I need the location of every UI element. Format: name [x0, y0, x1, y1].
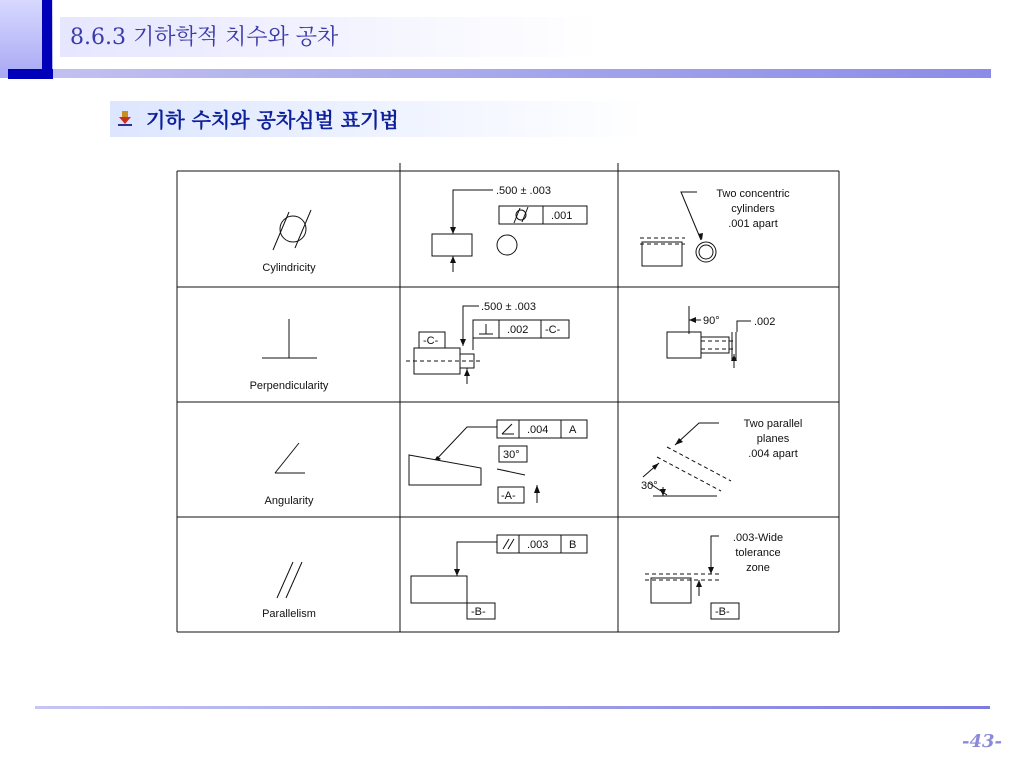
svg-text:.002: .002	[507, 324, 529, 336]
symbol-cell-perpendicularity	[177, 288, 397, 403]
symbol-cell-parallelism	[177, 518, 397, 633]
header-corner-bar	[8, 69, 53, 79]
zone-angle: 30°	[641, 480, 658, 492]
svg-text:planes: planes	[756, 433, 790, 445]
page-title: 8.6.3 기하학적 치수와 공차	[70, 25, 339, 50]
symbol-name: Cylindricity	[262, 262, 316, 274]
svg-text:.003-Wide: .003-Wide	[732, 532, 784, 544]
zone-tolerance: .002	[754, 316, 776, 328]
symbol-name: Perpendicularity	[249, 380, 329, 392]
svg-text:-A-: -A-	[501, 490, 516, 502]
svg-text:-C-: -C-	[545, 324, 561, 336]
symbol-cell-cylindricity	[177, 172, 397, 287]
zone-angle: 90°	[703, 315, 720, 327]
header-rule	[53, 69, 991, 78]
callout-size-tolerance: .500 ± .003	[496, 185, 551, 197]
svg-text:.004: .004	[527, 424, 549, 436]
svg-text:cylinders: cylinders	[731, 203, 775, 215]
svg-text:A: A	[569, 424, 577, 436]
perpendicularity-callout-drawing	[401, 288, 618, 403]
parallelism-zone-drawing	[619, 518, 839, 633]
page-number: -43-	[962, 731, 1002, 752]
angularity-zone-drawing	[619, 403, 839, 518]
gdt-symbol-table	[176, 163, 840, 634]
callout-size-tolerance: .500 ± .003	[481, 301, 536, 313]
svg-text:-C-: -C-	[423, 335, 439, 347]
callout-cell-cylindricity	[401, 172, 621, 287]
bullet-icon	[118, 110, 132, 126]
zone-cell-cylindricity	[619, 172, 839, 287]
frame-tolerance: .001	[551, 210, 573, 222]
svg-text:zone: zone	[746, 562, 770, 574]
svg-text:-B-: -B-	[715, 606, 730, 618]
section-subtitle: 기하 수치와 공차심벌 표기법	[146, 108, 399, 132]
svg-text:tolerance: tolerance	[735, 547, 781, 559]
svg-text:.001 apart: .001 apart	[728, 218, 778, 230]
callout-cell-parallelism	[401, 518, 621, 633]
angularity-callout-drawing	[401, 403, 618, 518]
zone-cell-perpendicularity	[619, 288, 839, 403]
svg-text:30°: 30°	[503, 449, 520, 461]
zone-cell-angularity	[619, 403, 839, 518]
zone-cell-parallelism	[619, 518, 839, 633]
cylindricity-zone-drawing	[619, 172, 839, 287]
svg-text:B: B	[569, 539, 577, 551]
footer-rule	[35, 706, 990, 709]
symbol-name: Parallelism	[262, 608, 316, 620]
callout-cell-perpendicularity	[401, 288, 621, 403]
parallelism-callout-drawing	[401, 518, 618, 633]
symbol-name: Angularity	[264, 495, 314, 507]
svg-text:Two parallel: Two parallel	[743, 418, 803, 430]
svg-text:-B-: -B-	[471, 606, 486, 618]
symbol-cell-angularity	[177, 403, 397, 518]
header-vertical-bar	[42, 0, 52, 79]
cylindricity-callout-drawing	[401, 172, 618, 287]
svg-text:.004 apart: .004 apart	[748, 448, 798, 460]
perpendicularity-zone-drawing	[619, 288, 839, 403]
callout-cell-angularity	[401, 403, 621, 518]
svg-text:.003: .003	[527, 539, 549, 551]
svg-text:Two concentric: Two concentric	[716, 188, 790, 200]
